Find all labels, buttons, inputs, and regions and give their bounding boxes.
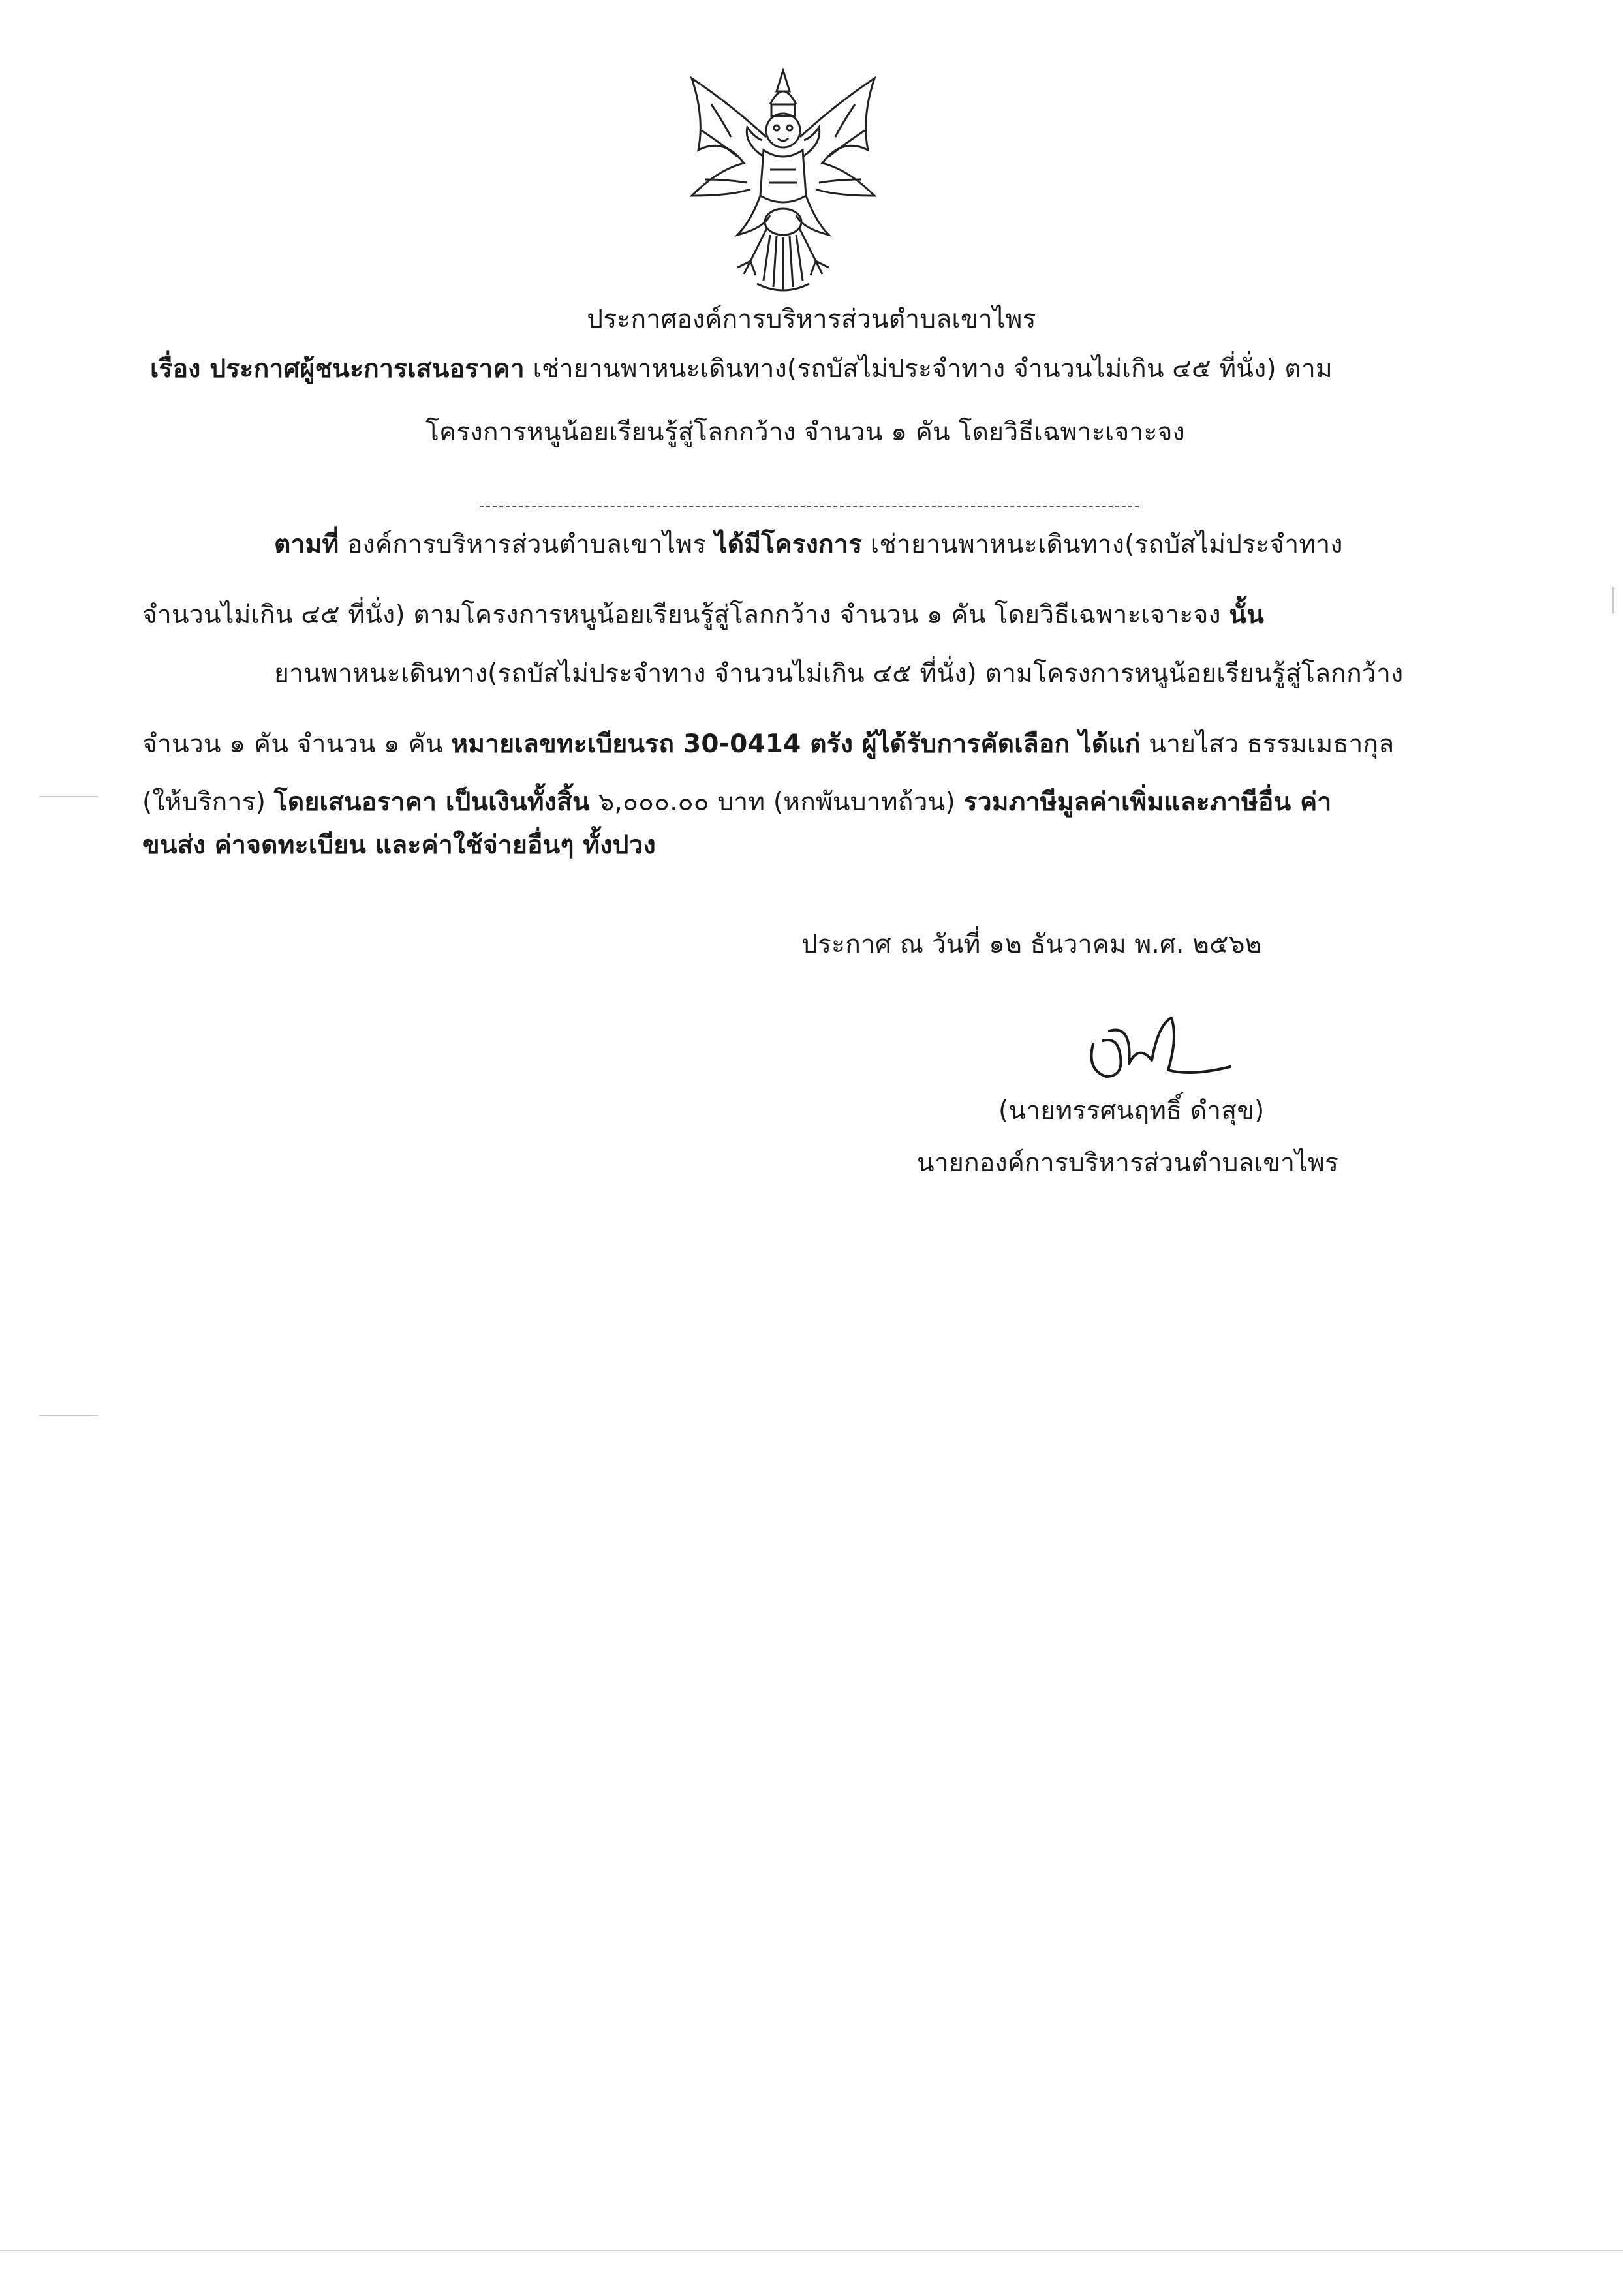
date-value: ๑๒ ธันวาคม พ.ศ. ๒๕๖๒ <box>989 930 1262 959</box>
p1-project-label: ได้มีโครงการ <box>714 530 863 559</box>
paragraph-1-line-2 <box>142 597 1264 634</box>
handwritten-signature-icon <box>1080 1005 1237 1090</box>
scan-edge-mark <box>39 796 98 797</box>
p2-line1-text: ยานพาหนะเดินทาง(รถบัสไม่ประจำทาง จำนวนไม่เกิน ๔๕ ที่นั่ง) ตามโครงการหนูน้อยเรียนรู้สู่โลกกว้าง <box>274 659 1404 688</box>
issuer-title <box>0 301 1623 338</box>
scan-bottom-edge <box>0 2250 1623 2251</box>
signer-name <box>998 1093 1264 1129</box>
subject-line-2 <box>425 414 1185 451</box>
separator-line <box>480 506 1139 507</box>
paragraph-2-line-1 <box>274 656 1403 692</box>
signer-title <box>917 1145 1338 1182</box>
p2-line4-text: ขนส่ง ค่าจดทะเบียน และค่าใช้จ่ายอื่นๆ ทั้งปวง <box>142 831 656 860</box>
p2-winner: นายไสว ธรรมเมธากุล <box>1149 729 1395 759</box>
p1-line2-end: นั้น <box>1229 600 1265 630</box>
p2-registration: หมายเลขทะเบียนรถ 30-0414 ตรัง ผู้ได้รับการคัดเลือก ได้แก่ <box>451 729 1141 759</box>
scan-edge-mark <box>39 1415 98 1416</box>
subject-text-1: เช่ายานพาหนะเดินทาง(รถบัสไม่ประจำทาง จำนวนไม่เกิน ๔๕ ที่นั่ง) ตาม <box>533 354 1333 384</box>
subject-label: เรื่อง ประกาศผู้ชนะการเสนอราคา <box>150 354 525 384</box>
p1-lead: ตามที่ <box>274 530 339 559</box>
subject-line-1 <box>150 351 1333 388</box>
p2-price-words: บาท (หกพันบาทถ้วน) <box>717 788 955 817</box>
subject-text-2: โครงการหนูน้อยเรียนรู้สู่โลกกว้าง จำนวน ๑ คัน โดยวิธีเฉพาะเจาะจง <box>425 418 1185 447</box>
p2-price-label: โดยเสนอราคา เป็นเงินทั้งสิ้น <box>273 788 590 817</box>
paragraph-2-line-4 <box>142 827 656 864</box>
p1-org: องค์การบริหารส่วนตำบลเขาไพร <box>347 530 707 559</box>
p1-line2-text: จำนวนไม่เกิน ๔๕ ที่นั่ง) ตามโครงการหนูน้อยเรียนรู้สู่โลกกว้าง จำนวน ๑ คัน โดยวิธีเฉพาะเจาะจง <box>142 600 1221 630</box>
garuda-emblem-icon <box>672 65 894 300</box>
paragraph-2-line-3 <box>142 784 1332 821</box>
p2-tax-note: รวมภาษีมูลค่าเพิ่มและภาษีอื่น ค่า <box>963 788 1332 817</box>
signer-title-text: นายกองค์การบริหารส่วนตำบลเขาไพร <box>917 1148 1339 1178</box>
p2-quantity: จำนวน ๑ คัน จำนวน ๑ คัน <box>142 729 443 759</box>
p2-service: (ให้บริการ) <box>142 788 266 817</box>
p1-project-text: เช่ายานพาหนะเดินทาง(รถบัสไม่ประจำทาง <box>870 530 1343 559</box>
issuer-text: ประกาศองค์การบริหารส่วนตำบลเขาไพร <box>587 305 1036 334</box>
date-label: ประกาศ ณ วันที่ <box>801 930 981 959</box>
paragraph-1-line-1 <box>274 527 1343 563</box>
p2-price-value: ๖,๐๐๐.๐๐ <box>598 788 709 817</box>
signer-name-text: (นายทรรศนฤทธิ์ ดำสุข) <box>998 1096 1265 1125</box>
scan-edge-mark <box>1612 587 1614 613</box>
paragraph-2-line-2 <box>142 726 1394 763</box>
announcement-date <box>801 926 1262 963</box>
